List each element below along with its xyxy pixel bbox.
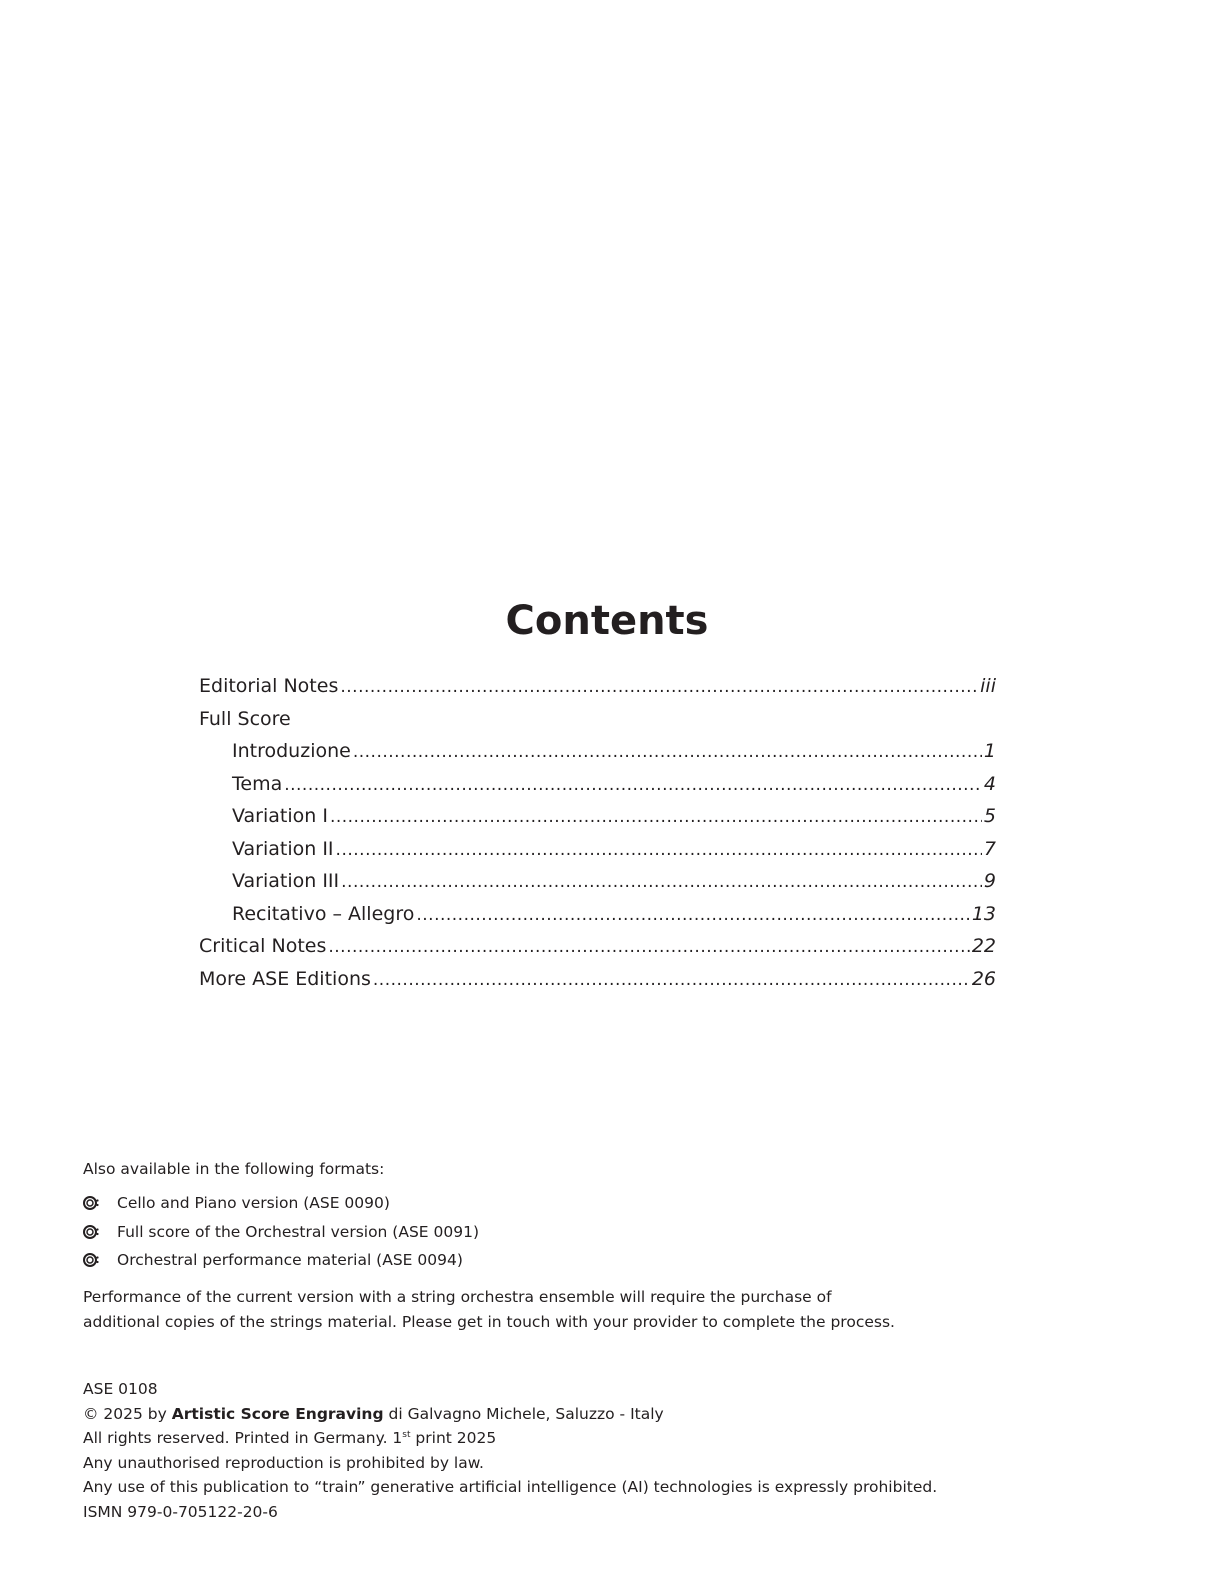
ai-notice: Any use of this publication to “train” generative artificial intelligence (AI) technologies is expressly prohibited. — [83, 1478, 938, 1496]
ordinal-suffix: st — [402, 1430, 411, 1440]
toc-entry-label: Full Score — [199, 707, 291, 730]
ismn: ISMN 979-0-705122-20-6 — [83, 1502, 278, 1521]
toc-entry-page: 7 — [983, 837, 996, 860]
toc-entry[interactable] — [199, 898, 996, 931]
toc-entry-label: Introduzione — [232, 740, 351, 762]
publisher-name: Artistic Score Engraving — [171, 1404, 384, 1423]
cello-clef-icon — [83, 1193, 117, 1213]
toc-section-heading[interactable] — [199, 703, 996, 736]
cello-clef-icon — [83, 1222, 117, 1242]
toc-leader-dots — [336, 834, 982, 866]
format-item — [83, 1189, 1083, 1218]
toc-entry-label: Critical Notes — [199, 935, 327, 957]
toc-leader-dots — [284, 769, 982, 801]
format-item — [83, 1246, 1083, 1275]
toc-entry-page: 5 — [983, 805, 996, 827]
toc-entry-page: 22 — [971, 935, 996, 957]
copyright-suffix: di Galvagno Michele, Saluzzo - Italy — [383, 1404, 664, 1423]
toc-leader-dots — [330, 801, 982, 833]
toc-entry-label: Variation II — [232, 837, 334, 860]
toc-entry-page: 4 — [983, 772, 996, 795]
legal-notice — [83, 1377, 983, 1524]
toc-entry-label: Tema — [232, 772, 283, 795]
toc-entry[interactable] — [199, 963, 996, 996]
toc-entry[interactable] — [199, 800, 996, 833]
format-item — [83, 1218, 1083, 1247]
table-of-contents — [199, 670, 996, 995]
toc-entry-label: Variation III — [232, 870, 340, 892]
toc-entry-page: 26 — [971, 967, 996, 990]
toc-leader-dots — [353, 736, 982, 768]
cello-clef-icon — [83, 1250, 117, 1270]
toc-entry-label: Variation I — [232, 805, 328, 827]
toc-entry[interactable] — [199, 833, 996, 866]
toc-entry[interactable] — [199, 735, 996, 768]
toc-entry-label: More ASE Editions — [199, 967, 371, 990]
reproduction-notice: Any unauthorised reproduction is prohibited by law. — [83, 1453, 484, 1472]
toc-entry-page: 13 — [971, 902, 996, 925]
format-item-label: Cello and Piano version (ASE 0090) — [117, 1194, 390, 1213]
toc-entry[interactable] — [199, 768, 996, 801]
performance-note: Performance of the current version with a string orchestra ensemble will require the purchase of additional copies of the strings material. Please get in touch with your provider to complete the process. — [83, 1287, 895, 1331]
toc-entry-page: 1 — [983, 740, 996, 762]
formats-heading: Also available in the following formats: — [83, 1160, 385, 1178]
rights-line — [83, 1426, 983, 1451]
contents-title: Contents — [505, 598, 709, 644]
format-item-label: Full score of the Orchestral version (ASE 0091) — [117, 1222, 480, 1241]
toc-entry-page: 9 — [983, 870, 996, 892]
copyright-line — [83, 1402, 983, 1427]
copyright-prefix: © 2025 by — [83, 1404, 172, 1423]
catalog-number: ASE 0108 — [83, 1380, 158, 1398]
toc-entry-label: Editorial Notes — [199, 675, 339, 697]
rights-suffix: print 2025 — [410, 1429, 497, 1447]
toc-leader-dots — [340, 671, 978, 703]
toc-leader-dots — [328, 931, 969, 963]
toc-leader-dots — [373, 964, 970, 996]
toc-entry[interactable] — [199, 930, 996, 963]
format-item-label: Orchestral performance material (ASE 0094) — [117, 1251, 463, 1270]
toc-leader-dots — [416, 899, 969, 931]
rights-prefix: All rights reserved. Printed in Germany. 1 — [83, 1429, 403, 1447]
toc-entry[interactable] — [199, 670, 996, 703]
toc-entry[interactable] — [199, 865, 996, 898]
toc-entry-page: iii — [980, 675, 996, 697]
toc-entry-label: Recitativo – Allegro — [232, 902, 415, 925]
available-formats — [83, 1157, 1083, 1336]
toc-leader-dots — [341, 866, 982, 898]
